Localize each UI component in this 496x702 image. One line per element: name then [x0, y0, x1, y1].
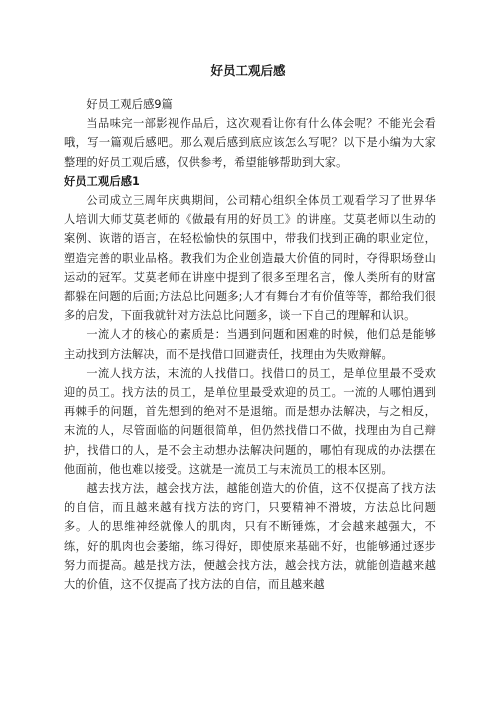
intro-paragraph: 当品味完一部影视作品后，这次观看让你有什么体会呢？不能光会看哦，写一篇观后感吧。那么观后感到底应该怎么写呢？以下是小编为大家整理的好员工观后感，仅供参考，希望能够帮助到大家。 — [64, 117, 436, 169]
body-paragraph: 一流人才的核心的素质是：当遇到问题和困难的时候，他们总是能够主动找到方法解决，而不是找借口回避责任，找理由为失败辩解。 — [64, 328, 436, 361]
body-paragraph: 越去找方法，越会找方法，越能创造大的价值，这不仅提高了找方法的自信，而且越来越有找方法的窍门，只要精神不滑坡，方法总比问题多。人的思维神经就像人的肌肉，只有不断锤炼，才会越来越强大，不练，好的肌肉也会萎缩，练习得好，即使原来基础不好，也能够通过逐步努力而提高。越是找方法，便越会找方法，越会找方法，就能创造越来越大的价值，这不仅提高了找方法的自信，而且越来越 — [64, 482, 436, 592]
body-paragraph: 公司成立三周年庆典期间，公司精心组织全体员工观看学习了世界华人培训大师艾莫老师的《做最有用的好员工》的讲座。艾莫老师以生动的案例、诙谐的语言，在轻松愉快的氛围中，带我们找到正确的职业定位，塑造完善的职业品格。教我们为企业创造最大价值的同时，夺得职场登山运动的冠军。艾莫老师在讲座中提到了很多至理名言，像人类所有的财富都躲在问题的后面;方法总比问题多;人才有舞台才有价值等等，都给我们很多的启发，下面我就针对方法总比问题多，谈一下自己的理解和认识。 — [64, 194, 436, 323]
document-subtitle: 好员工观后感9篇 — [86, 98, 174, 111]
section-heading: 好员工观后感1 — [64, 174, 140, 188]
page-title: 好员工观后感 — [210, 63, 286, 78]
body-paragraph: 一流人找方法，末流的人找借口。找借口的员工，是单位里最不受欢迎的员工。找方法的员工，是单位里最受欢迎的员工。一流的人哪怕遇到再棘手的问题，首先想到的绝对不是退缩。而是想办法解决，与之相反，末流的人，尽管面临的问题很简单，但仍然找借口不做，找理由为自己辩护，找借口的人，是不会主动想办法解决问题的，哪怕有现成的办法摆在他面前，他也难以接受。这就是一流员工与末流员工的根本区别。 — [64, 366, 436, 476]
document-body — [64, 95, 436, 594]
